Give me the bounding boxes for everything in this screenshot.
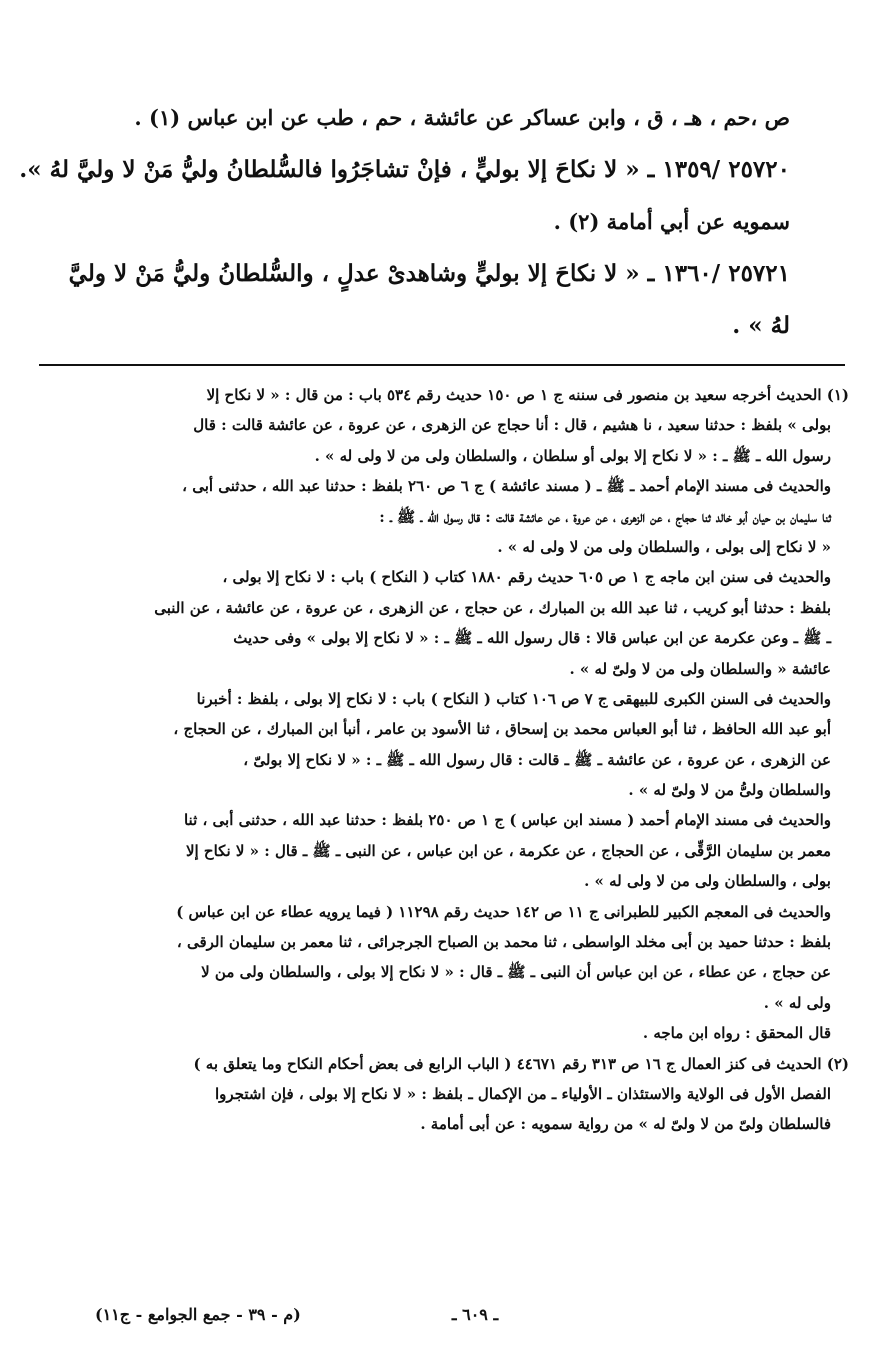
hadith-1359: ٢٥٧٢٠ /١٣٥٩ ـ « لا نكاحَ إلا بوليٍّ ، فإنْ تشاجَرُوا فالسُّلطانُ وليُّ مَنْ لا وليَّ لهُ ».: [19, 156, 790, 183]
hadith-source-line: سمويه عن أبي أمامة (٢) .: [553, 209, 790, 234]
footnote-line: أبو عبد الله الحافظ ، ثنا أبو العباس محمد بن إسحاق ، ثنا الأسود بن عامر ، أنبأ ابن المبارك ، عن الحجاج ،: [173, 720, 831, 739]
page-number: ـ ٦٠٩ ـ: [451, 1305, 499, 1324]
footnote-line: بلفظ : حدثنا حميد بن أبى مخلد الواسطى ، ثنا محمد بن الصباح الجرجرائى ، ثنا معمر بن سليمان الرقى ،: [176, 933, 831, 952]
footnote-line: عائشة « والسلطان ولى من لا ولىّ له » .: [569, 659, 831, 678]
footnote-line: « لا نكاح إلى بولى ، والسلطان ولى من لا ولى له » .: [497, 537, 831, 556]
footnote-line: ولى له » .: [763, 993, 831, 1012]
footnote-line: (١) الحديث أخرجه سعيد بن منصور فى سننه ج ١ ص ١٥٠ حديث رقم ٥٣٤ باب : من قال : « لا نكاح إلا: [206, 386, 849, 404]
hadith-source-line: ص ،حم ، هـ ، ق ، وابن عساكر عن عائشة ، حم ، طب عن ابن عباس (١) .: [134, 105, 790, 130]
hadith-main-text: [19, 92, 790, 352]
footnote-line: ثنا سليمان بن حيان أبو خالد ثنا حجاج ، عن الزهرى ، عن عروة ، عن عائشة قالت : قال رسول الله ـ ﷺ ـ :: [379, 507, 831, 526]
footnote-line: بولى ، والسلطان ولى من لا ولى له » .: [584, 872, 831, 891]
footnote-line: والحديث فى المعجم الكبير للطبرانى ج ١١ ص ١٤٢ حديث رقم ١١٢٩٨ ( فيما يرويه عطاء عن ابن عباس ): [176, 902, 831, 921]
footnote-line: عن الزهرى ، عن عروة ، عن عائشة ـ ﷺ ـ قالت : قال رسول الله ـ ﷺ ـ : « لا نكاح إلا بولىّ ،: [243, 750, 831, 769]
footnote-line: بولى » بلفظ : حدثنا سعيد ، نا هشيم ، قال : أنا حجاج عن الزهرى ، عن عروة ، عن عائشة قالت : قال: [193, 416, 831, 435]
footnote-line: والحديث فى مسند الإمام أحمد ـ ﷺ ـ ( مسند عائشة ) ج ٦ ص ٢٦٠ بلفظ : حدثنا عبد الله ، حدثنى أبى ،: [182, 477, 831, 496]
footnote-line: والحديث فى سنن ابن ماجه ج ١ ص ٦٠٥ حديث رقم ١٨٨٠ كتاب ( النكاح ) باب : لا نكاح إلا بولى ،: [222, 568, 831, 587]
page-footer: [0, 1298, 885, 1332]
footnote-line: ـ ﷺ ـ وعن عكرمة عن ابن عباس قالا : قال رسول الله ـ ﷺ ـ : « لا نكاح إلا بولى » وفى حديث: [233, 629, 831, 648]
footnote-line: (٢) الحديث فى كنز العمال ج ١٦ ص ٣١٣ رقم ٤٤٦٧١ ( الباب الرابع فى بعض أحكام النكاح وما يتعلق به ): [193, 1054, 849, 1073]
footnote-line: معمر بن سليمان الرَّقِّى ، عن الحجاج ، عن عكرمة ، عن ابن عباس ، عن النبى ـ ﷺ ـ قال : « لا نكاح إلا: [185, 841, 831, 860]
footnote-line: بلفظ : حدثنا أبو كريب ، ثنا عبد الله بن المبارك ، عن حجاج ، عن الزهرى ، عن عروة ، عن عائشة ، عن النبى: [154, 598, 831, 617]
footnote-line: فالسلطان ولىّ من لا ولىّ له » من رواية سمويه : عن أبى أمامة .: [420, 1115, 831, 1134]
footnote-line: والحديث فى مسند الإمام أحمد ( مسند ابن عباس ) ج ١ ص ٢٥٠ بلفظ : حدثنا عبد الله ، حدثنى أبى ، ثنا: [183, 811, 831, 830]
volume-label: (م - ٣٩ - جمع الجوامع - ج١١): [95, 1305, 301, 1324]
footnotes: [35, 380, 849, 1140]
footnote-line: والحديث فى السنن الكبرى للبيهقى ج ٧ ص ١٠٦ كتاب ( النكاح ) باب : لا نكاح إلا بولى ، بلفظ : أخبرنا: [196, 689, 831, 708]
footnote-line: الفصل الأول فى الولاية والاستئذان ـ الأولياء ـ من الإكمال ـ بلفظ : « لا نكاح إلا بولى ، فإن اشتجروا: [215, 1084, 831, 1103]
footnote-divider: [39, 364, 845, 366]
footnote-line: قال المحقق : رواه ابن ماجه .: [642, 1024, 831, 1043]
footnote-line: عن حجاج ، عن عطاء ، عن ابن عباس أن النبى ـ ﷺ ـ قال : « لا نكاح إلا بولى ، والسلطان ولى من لا: [201, 963, 831, 982]
hadith-1360: ٢٥٧٢١ /١٣٦٠ ـ « لا نكاحَ إلا بوليٍّ وشاهدىْ عدلٍ ، والسُّلطانُ وليُّ مَنْ لا وليَّ: [68, 260, 790, 287]
hadith-1360-continuation: لهُ » .: [732, 312, 790, 339]
footnote-line: والسلطان ولىُّ من لا ولىّ له » .: [628, 781, 831, 800]
footnote-line: رسول الله ـ ﷺ ـ : « لا نكاح إلا بولى أو سلطان ، والسلطان ولى من لا ولى له » .: [314, 446, 831, 465]
